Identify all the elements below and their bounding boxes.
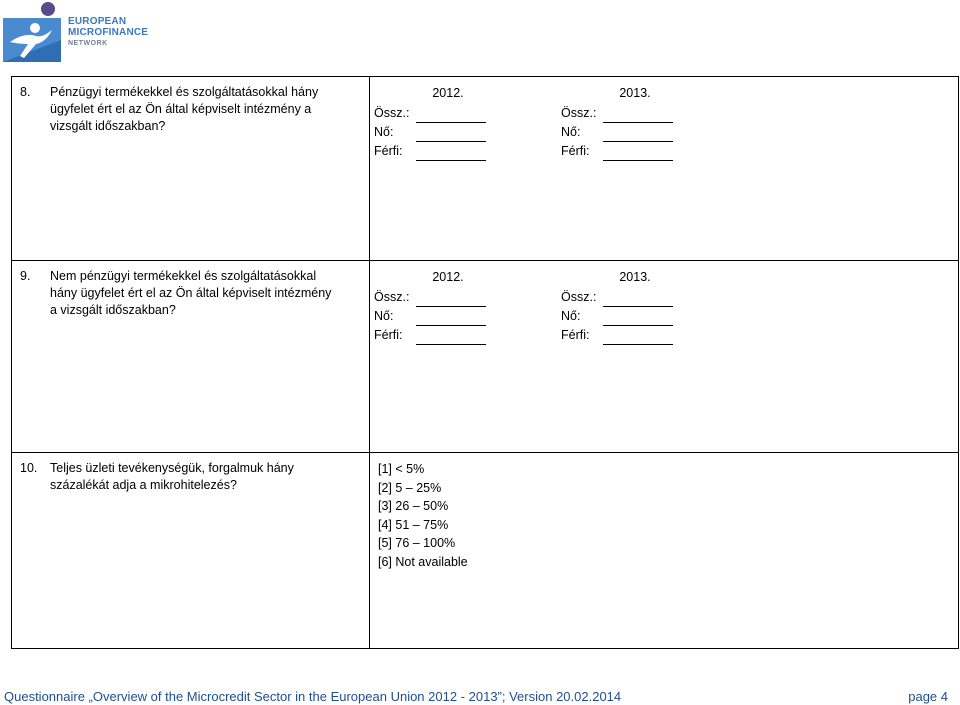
male-label: Férfi: — [374, 328, 403, 342]
female-label: Nő: — [561, 309, 581, 323]
emn-logo — [2, 0, 152, 64]
question-number: 8. — [20, 85, 31, 99]
answer-cell — [370, 77, 959, 261]
year-label: 2012. — [432, 270, 464, 284]
year-label: 2013. — [619, 270, 651, 284]
option-item[interactable]: [2] 5 – 25% — [378, 480, 442, 495]
answer-cell — [370, 453, 959, 649]
total-label: Össz.: — [374, 290, 410, 304]
total-field[interactable] — [416, 108, 486, 123]
question-cell — [12, 261, 370, 453]
total-label: Össz.: — [561, 290, 597, 304]
question-cell — [12, 453, 370, 649]
year-block-2013 — [561, 84, 691, 161]
female-label: Nő: — [561, 125, 581, 139]
year-block-2012 — [374, 268, 504, 345]
female-label: Nő: — [374, 125, 394, 139]
year-block-2012 — [374, 84, 504, 161]
total-label: Össz.: — [561, 106, 597, 120]
male-field[interactable] — [603, 330, 673, 345]
female-field[interactable] — [603, 311, 673, 326]
emn-logo-icon — [2, 0, 64, 64]
total-field[interactable] — [603, 292, 673, 307]
footer-title: Questionnaire „Overview of the Microcredit Sector in the European Union 2012 - 2013”; Version 20.02.2014 — [4, 689, 622, 704]
question-cell — [12, 77, 370, 261]
question-text: Nem pénzügyi termékekkel és szolgáltatásokkal hány ügyfelet ért el az Ön által képviselt intézmény a vizsgált időszakban? — [50, 269, 332, 317]
year-label: 2012. — [432, 86, 464, 100]
answer-cell — [370, 261, 959, 453]
male-label: Férfi: — [374, 144, 403, 158]
female-field[interactable] — [416, 311, 486, 326]
question-number: 9. — [20, 269, 31, 283]
female-field[interactable] — [603, 127, 673, 142]
option-list — [370, 453, 958, 572]
total-label: Össz.: — [374, 106, 410, 120]
question-row — [12, 77, 959, 261]
logo-line-2: MICROFINANCE — [68, 27, 149, 38]
questionnaire-table — [11, 76, 959, 649]
option-item[interactable]: [3] 26 – 50% — [378, 499, 449, 514]
page-footer — [0, 687, 960, 705]
male-field[interactable] — [603, 146, 673, 161]
female-field[interactable] — [416, 127, 486, 142]
question-text: Teljes üzleti tevékenységük, forgalmuk hány százalékát adja a mikrohitelezés? — [50, 461, 294, 492]
male-label: Férfi: — [561, 328, 590, 342]
page-number: page 4 — [908, 689, 948, 704]
total-field[interactable] — [603, 108, 673, 123]
option-item[interactable]: [4] 51 – 75% — [378, 517, 449, 532]
option-item[interactable]: [1] < 5% — [378, 462, 425, 476]
year-label: 2013. — [619, 86, 651, 100]
year-block-2013 — [561, 268, 691, 345]
male-field[interactable] — [416, 146, 486, 161]
option-item[interactable]: [5] 76 – 100% — [378, 536, 456, 551]
question-number: 10. — [20, 461, 38, 475]
male-label: Férfi: — [561, 144, 590, 158]
logo-line-1: EUROPEAN — [68, 16, 127, 27]
question-row — [12, 261, 959, 453]
option-item[interactable]: [6] Not available — [378, 554, 468, 569]
question-text: Pénzügyi termékekkel és szolgáltatásokkal hány ügyfelet ért el az Ön által képviselt intézmény a vizsgált időszakban? — [50, 85, 319, 133]
total-field[interactable] — [416, 292, 486, 307]
male-field[interactable] — [416, 330, 486, 345]
logo-line-3: NETWORK — [68, 40, 108, 47]
female-label: Nő: — [374, 309, 394, 323]
question-row — [12, 453, 959, 649]
